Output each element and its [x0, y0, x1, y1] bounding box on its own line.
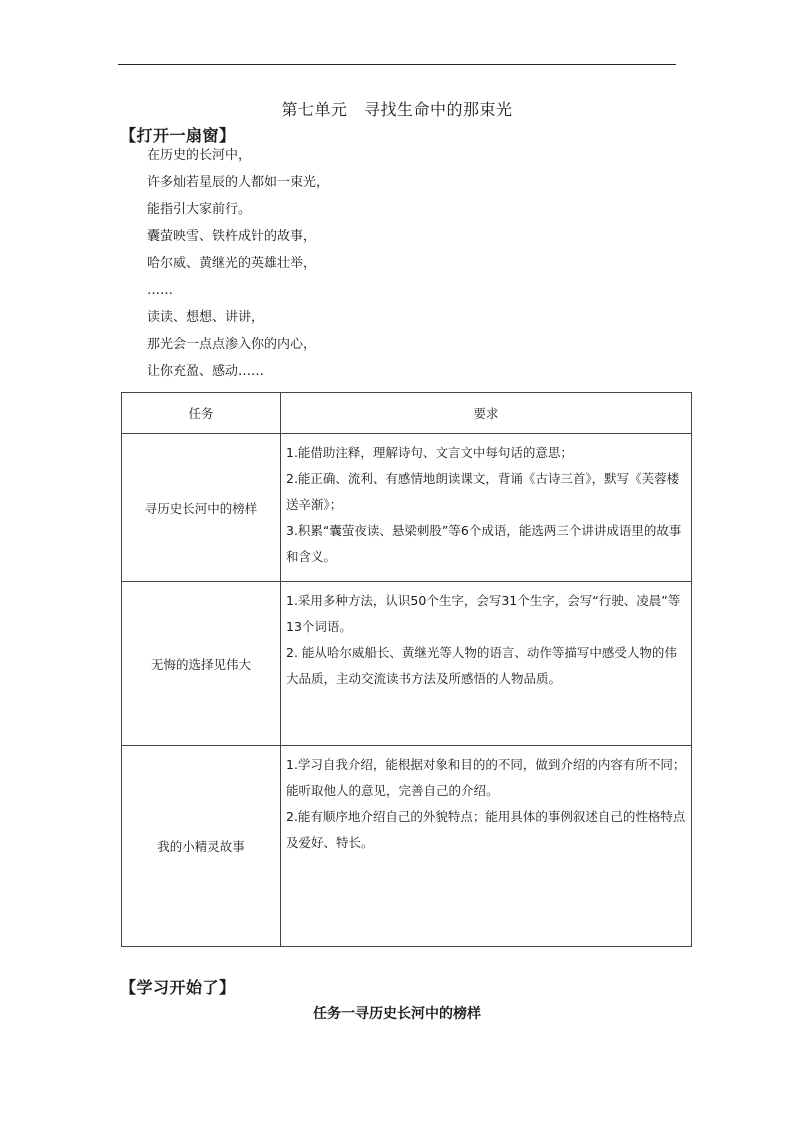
requirement-cell [281, 746, 692, 947]
requirement-item: 3.积累“囊萤夜读、悬梁刺股”等6个成语，能选两三个讲讲成语里的故事和含义。 [286, 523, 682, 564]
requirement-item: 2.能有顺序地介绍自己的外貌特点；能用具体的事例叙述自己的性格特点及爱好、特长。 [286, 809, 686, 850]
task-name: 我的小精灵故事 [122, 746, 281, 947]
learning-heading: 【学习开始了】 [120, 978, 236, 997]
poem-line: 许多灿若星辰的人都如一束光， [147, 175, 330, 190]
task-column-header: 任务 [122, 393, 281, 434]
poem-line: 哈尔威、黄继光的英雄壮举， [147, 256, 317, 271]
requirement-item: 2. 能从哈尔威船长、黄继光等人物的语言、动作等描写中感受人物的伟大品质，主动交流读书方法及所感悟的人物品质。 [286, 645, 677, 686]
table-row [122, 582, 692, 746]
poem-line: 在历史的长河中， [147, 148, 252, 163]
requirement-item: 2.能正确、流利、有感情地朗读课文，背诵《古诗三首》，默写《芙蓉楼送辛渐》； [286, 471, 680, 512]
task-name: 寻历史长河中的榜样 [122, 434, 281, 582]
poem-line: 读读、想想、讲讲， [147, 310, 265, 325]
poem-line: 让你充盈、感动…… [147, 364, 265, 379]
poem-line: …… [147, 283, 173, 298]
requirement-cell [281, 434, 692, 582]
task-one-title: 任务一寻历史长河中的榜样 [313, 1006, 481, 1022]
requirement-item: 1.学习自我介绍，能根据对象和目的的不同，做到介绍的内容有所不同；能听取他人的意见，完善自己的介绍。 [286, 757, 686, 798]
table-header-row [122, 393, 692, 434]
table-row [122, 434, 692, 582]
poem-line: 那光会一点点渗入你的内心， [147, 337, 317, 352]
intro-heading: 【打开一扇窗】 [120, 126, 236, 145]
table-row [122, 746, 692, 947]
requirement-item: 1.采用多种方法，认识50个生字，会写31个生字，会写“行驶、凌晨”等13个词语。 [286, 593, 681, 634]
task-table [121, 392, 692, 947]
intro-poem [147, 146, 329, 389]
poem-line: 囊萤映雪、铁杵成针的故事， [147, 229, 317, 244]
task-name: 无悔的选择见伟大 [122, 582, 281, 746]
poem-line: 能指引大家前行。 [147, 202, 252, 217]
requirement-cell [281, 582, 692, 746]
header-rule [118, 64, 676, 65]
requirement-item: 1.能借助注释，理解诗句、文言文中每句话的意思； [286, 445, 573, 460]
unit-title: 第七单元 寻找生命中的那束光 [281, 100, 513, 119]
requirement-column-header: 要求 [281, 393, 692, 434]
